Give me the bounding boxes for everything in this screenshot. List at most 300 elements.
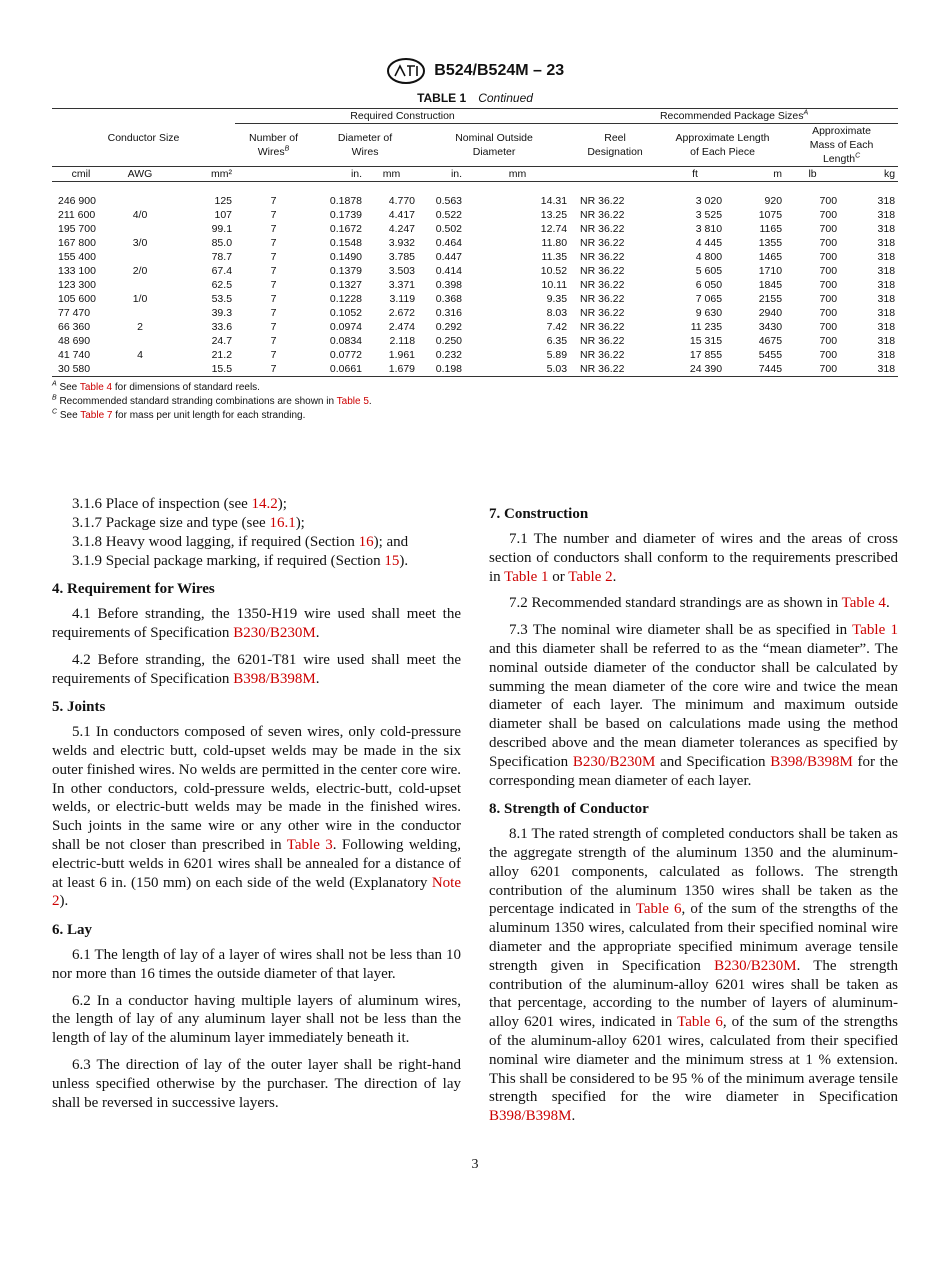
table-cell: 7445: [758, 363, 783, 376]
table-cell: 2.672: [388, 307, 416, 320]
footnote-marker: C: [855, 152, 861, 160]
paragraph: [52, 946, 461, 984]
table-cell: 7: [270, 279, 277, 292]
footnote-marker: C: [52, 408, 58, 416]
astm-logo-icon: [386, 58, 426, 84]
table-row: [52, 264, 898, 278]
table-cell: 5.03: [546, 363, 568, 376]
table-cell: 2.474: [388, 321, 416, 334]
table-cell: 5.89: [546, 349, 568, 362]
table-cell: 66 360: [58, 321, 91, 334]
table-cell: 700: [819, 321, 838, 334]
table-cell: 123 300: [58, 279, 96, 292]
text-run: See: [56, 382, 80, 394]
table-cell: 318: [877, 293, 896, 306]
table-cell: 15 315: [689, 335, 723, 348]
table-cell: 77 470: [58, 307, 91, 320]
list-item: [52, 533, 461, 552]
table-cell: 3/0: [132, 237, 148, 250]
table-cell: [110, 334, 170, 348]
table-cell: 1075: [758, 209, 783, 222]
table-cell: 14.31: [540, 195, 568, 208]
text-run: , of the sum of the strengths of the aluminum-alloy 6201 wires, calculated from their specified nominal wire diameter and the minimum stress at 1 % extension. This shall be considered to be 95 % of the minimum average tensile strength specified for the wire diameter in Specification: [489, 1014, 898, 1106]
cross-reference-link[interactable]: Table 1: [504, 568, 549, 585]
table-cell: 3.932: [388, 237, 416, 250]
table-cell: NR 36.22: [580, 293, 625, 306]
table-cell: 700: [819, 279, 838, 292]
table-cell: 4.417: [388, 209, 416, 222]
text-run: . The strength contribution of the aluminum-alloy 6201 wires shall be taken as that percentage, according to the number of layers of aluminum-alloy 6201 wires, indicated in: [489, 957, 898, 1031]
table-cell: 700: [819, 363, 838, 376]
table-cell: NR 36.22: [580, 209, 625, 222]
unit-12: kg: [883, 168, 896, 181]
table-cell: 4: [137, 349, 143, 362]
cross-reference-link[interactable]: Table 1: [852, 622, 898, 639]
table-cell: 3.785: [388, 251, 416, 264]
table-cell: [110, 194, 170, 208]
text-run: 3.1.9 Special package marking, if required (Section: [72, 552, 385, 569]
table-cell: 5455: [758, 349, 783, 362]
table-cell: 11.80: [541, 237, 568, 250]
text-run: .: [315, 625, 320, 642]
paragraph: [52, 723, 461, 911]
footnote-marker: A: [803, 109, 809, 117]
table-cell: 2155: [758, 293, 783, 306]
table-continued: Continued: [478, 91, 533, 106]
table-cell: 9 630: [695, 307, 723, 320]
table-cell: 7: [270, 307, 277, 320]
text-run: );: [277, 496, 287, 513]
table-cell: [110, 362, 170, 377]
table-cell: 318: [877, 335, 896, 348]
paragraph: [52, 992, 461, 1048]
table-cell: 41 740: [58, 349, 91, 362]
table-cell: 13.25: [540, 209, 568, 222]
footnote-marker: B: [284, 145, 290, 153]
list-item: [52, 514, 461, 533]
table-row: [52, 250, 898, 264]
paragraph: [52, 651, 461, 689]
table-cell: NR 36.22: [580, 307, 625, 320]
table-cell: 195 700: [58, 223, 96, 236]
unit-1: AWG: [127, 168, 153, 181]
table-cell: 107: [214, 209, 233, 222]
unit-8: [570, 167, 660, 182]
text-run: 3.1.6 Place of inspection (see: [72, 496, 252, 513]
table-cell: 0.0974: [329, 321, 363, 334]
cross-reference-link[interactable]: B398/B398M: [770, 753, 853, 770]
table-cell: [110, 250, 170, 264]
table-cell: 33.6: [211, 321, 233, 334]
table-row: [52, 320, 898, 334]
table-cell: 10.11: [541, 279, 568, 292]
paragraph: [52, 1056, 461, 1112]
table-cell: 0.250: [435, 335, 463, 348]
table-cell: 7: [270, 237, 277, 250]
header-mass: [785, 124, 898, 167]
table-cell: 3 525: [695, 209, 723, 222]
text-run: .: [368, 396, 372, 408]
table-cell: 7: [270, 195, 277, 208]
text-run: for the corresponding mean diameter of each layer.: [489, 753, 898, 789]
paragraph: [489, 594, 898, 613]
text-run: 5.1 In conductors composed of seven wires, only cold-pressure welds and electric butt, cold-upset welds may be made in the six outer finished wires. No welds are permitted in the center core wire. In other conductors, cold-pressure welds, electric-butt, cold-upset welds, or electric-butt welds may be made in the finished wires. Such joints in the same wire or any other wire in the conductor shall be not closer than prescribed in: [52, 724, 461, 853]
table-cell: 1/0: [132, 293, 148, 306]
table-cell: 6 050: [695, 279, 723, 292]
footnote: [52, 381, 898, 395]
text-run: 8.1 The rated strength of completed conductors shall be taken as the aggregate strength of the aluminum 1350 and the aluminum-alloy 6201 components, calculated as follows. The strength contribution of the aluminum 1350 wires shall be taken as the percentage indicated in: [489, 826, 898, 918]
section-heading: [489, 800, 898, 819]
text-run: 6.1 The length of lay of a layer of wires shall not be less than 10 nor more than 16 times the outside diameter of that layer.: [52, 946, 461, 982]
table-cell: 39.3: [211, 307, 233, 320]
section-heading: [52, 580, 461, 599]
table-cell: 0.232: [435, 349, 463, 362]
paragraph: [489, 621, 898, 790]
document-id: B524/B524M – 23: [434, 62, 565, 80]
table-cell: 155 400: [58, 251, 96, 264]
table-cell: 920: [764, 195, 783, 208]
table-cell: 67.4: [211, 265, 233, 278]
footnote-marker: B: [52, 394, 57, 402]
header-mass-text: Approximate Mass of Each Length: [809, 125, 874, 166]
table-cell: 318: [877, 265, 896, 278]
table-cell: 0.0834: [329, 335, 363, 348]
section-heading: [52, 698, 461, 717]
cross-reference-link[interactable]: B230/B230M: [572, 753, 656, 770]
footnote: [52, 409, 898, 423]
cross-reference-link[interactable]: B230/B230M: [714, 957, 797, 974]
table-cell: NR 36.22: [580, 335, 625, 348]
table-cell: 318: [877, 223, 896, 236]
table-cell: 62.5: [211, 279, 233, 292]
table-row: [52, 306, 898, 320]
text-run: 3.1.8 Heavy wood lagging, if required (Section: [72, 533, 359, 550]
conductor-table: [52, 108, 898, 377]
table-cell: 1355: [758, 237, 783, 250]
header-nominal-od: Nominal Outside Diameter: [418, 124, 570, 167]
table-cell: 15.5: [211, 363, 233, 376]
text-run: 4.1 Before stranding, the 1350-H19 wire used shall meet the requirements of Specification: [52, 606, 461, 642]
text-run: ).: [59, 893, 69, 910]
table-cell: 318: [877, 209, 896, 222]
cross-reference-link[interactable]: Table 6: [635, 901, 682, 918]
list-item: [52, 552, 461, 571]
table-cell: 2.118: [389, 335, 416, 348]
table-cell: 85.0: [211, 237, 233, 250]
table-cell: NR 36.22: [580, 237, 625, 250]
document-header: [0, 58, 950, 84]
table-cell: 21.2: [211, 349, 233, 362]
text-run: , of the sum of the strengths of the aluminum 1350 wires, calculated from their specified nominal wire diameter and the appropriate specified minimum average tensile strength given in Specification: [489, 901, 898, 974]
text-run: );: [295, 515, 305, 532]
table-cell: 4675: [758, 335, 783, 348]
body-columns: [52, 495, 898, 1134]
unit-11: lb: [808, 168, 817, 181]
table-cell: 0.1672: [329, 223, 363, 236]
text-run: .: [315, 670, 320, 687]
table-cell: 318: [877, 363, 896, 376]
list-item: [52, 495, 461, 514]
table-cell: 0.1228: [329, 293, 363, 306]
table-cell: 700: [819, 293, 838, 306]
cross-reference-link[interactable]: Table 3: [286, 836, 333, 853]
table-cell: 3430: [758, 321, 783, 334]
text-run: 3.1.7 Package size and type (see: [72, 515, 270, 532]
table-cell: 700: [819, 251, 838, 264]
right-column: [489, 495, 898, 1134]
table-cell: 24.7: [211, 335, 233, 348]
cross-reference-link[interactable]: Table 7: [80, 410, 113, 422]
table-cell: 1465: [758, 251, 783, 264]
table-cell: 12.74: [540, 223, 568, 236]
table-cell: 0.1878: [329, 195, 363, 208]
table-cell: NR 36.22: [580, 349, 625, 362]
table-cell: 0.1490: [329, 251, 363, 264]
table-cell: 125: [214, 195, 233, 208]
table-cell: 1.679: [388, 363, 416, 376]
table-cell: 0.1052: [329, 307, 363, 320]
table-cell: 133 100: [58, 265, 96, 278]
table-cell: 0.0661: [329, 363, 363, 376]
table-cell: 48 690: [58, 335, 91, 348]
table-cell: 17 855: [689, 349, 723, 362]
table-cell: 6.35: [546, 335, 568, 348]
cross-reference-link[interactable]: Table 2: [568, 568, 613, 585]
table-cell: 4.770: [388, 195, 416, 208]
table-cell: 246 900: [58, 195, 96, 208]
table-cell: 700: [819, 265, 838, 278]
table-cell: 2/0: [132, 265, 148, 278]
text-run: for mass per unit length for each stranding.: [112, 410, 306, 422]
table-row: [52, 194, 898, 208]
text-run: 6. Lay: [52, 922, 93, 939]
table-cell: 78.7: [211, 251, 233, 264]
unit-0: cmil: [71, 168, 91, 181]
table-cell: [110, 278, 170, 292]
table-cell: 0.1327: [329, 279, 363, 292]
text-run: . Following welding, electric-butt welds in 6201 wires shall be annealed for a distance of at least 6 in. (150 mm) on each side of the weld (Explanatory: [52, 836, 461, 891]
table-cell: 700: [819, 349, 838, 362]
text-run: See: [57, 410, 81, 422]
cross-reference-link[interactable]: Table 4: [841, 595, 886, 612]
text-run: .: [885, 595, 890, 612]
text-run: 6.2 In a conductor having multiple layers of aluminum wires, the length of lay of any aluminum layer shall not be less than the length of lay of the aluminum layer immediately beneath it.: [52, 992, 461, 1047]
table-cell: 318: [877, 251, 896, 264]
page-number: 3: [471, 1156, 479, 1172]
paragraph: [52, 605, 461, 643]
table-cell: 0.198: [435, 363, 463, 376]
table-cell: 0.1548: [329, 237, 363, 250]
table-cell: 0.1739: [329, 209, 363, 222]
header-number-wires-text: Number of Wires: [249, 132, 299, 159]
paragraph: [489, 825, 898, 1126]
header-required-construction: Required Construction: [235, 109, 570, 124]
table-cell: 99.1: [211, 223, 233, 236]
table-cell: 700: [819, 335, 838, 348]
table-row: [52, 334, 898, 348]
table-cell: 7.42: [546, 321, 568, 334]
text-run: ); and: [373, 533, 409, 550]
table-row: [52, 362, 898, 377]
header-reel: Reel Designation: [587, 132, 643, 159]
cross-reference-link[interactable]: Table 5: [336, 396, 369, 408]
footnote-marker: A: [52, 380, 57, 388]
text-run: .: [612, 568, 617, 585]
section-heading: [52, 921, 461, 940]
table-cell: 700: [819, 209, 838, 222]
table-cell: 3.119: [389, 293, 416, 306]
header-diameter-wires: Diameter of Wires: [312, 124, 418, 167]
text-run: .: [571, 1108, 576, 1125]
table-cell: NR 36.22: [580, 321, 625, 334]
table-cell: 700: [819, 223, 838, 236]
table-cell: 7 065: [695, 293, 723, 306]
table-cell: 7: [270, 265, 277, 278]
table-cell: 0.292: [435, 321, 463, 334]
unit-9: ft: [692, 168, 698, 181]
table-row: [52, 348, 898, 362]
table-cell: 318: [877, 307, 896, 320]
cross-reference-link[interactable]: B398/B398M: [489, 1108, 572, 1125]
table-footnotes: [52, 381, 898, 423]
cross-reference-link[interactable]: 16.1: [269, 515, 296, 532]
header-package-sizes: [570, 109, 898, 124]
cross-reference-link[interactable]: B398/B398M: [233, 670, 316, 687]
table-cell: 8.03: [546, 307, 568, 320]
table-cell: 3.503: [388, 265, 416, 278]
table-cell: 7: [270, 335, 277, 348]
table-cell: 4 800: [695, 251, 723, 264]
table-cell: 0.398: [435, 279, 463, 292]
table-cell: 0.447: [435, 251, 463, 264]
cross-reference-link[interactable]: Note 2: [52, 874, 461, 910]
unit-3: [235, 167, 312, 182]
table-cell: 211 600: [58, 209, 96, 222]
table-cell: 3.371: [388, 279, 416, 292]
table-cell: 24 390: [689, 363, 723, 376]
text-run: for dimensions of standard reels.: [112, 382, 260, 394]
table-cell: 3 020: [695, 195, 723, 208]
text-run: 6.3 The direction of lay of the outer layer shall be right-hand unless specified otherwise by the purchaser. The direction of lay shall be reversed in successive layers.: [52, 1056, 461, 1111]
table-cell: [110, 306, 170, 320]
table-cell: 7: [270, 223, 277, 236]
cross-reference-link[interactable]: Table 6: [677, 1014, 723, 1031]
text-run: 7.2 Recommended standard strandings are as shown in: [509, 595, 842, 612]
unit-6: in.: [450, 168, 463, 181]
table-cell: 7: [270, 293, 277, 306]
table-cell: 4.247: [388, 223, 416, 236]
text-run: Recommended standard stranding combinations are shown in: [56, 396, 337, 408]
table-cell: 2940: [758, 307, 783, 320]
table-cell: NR 36.22: [580, 223, 625, 236]
table-cell: 1710: [758, 265, 783, 278]
table-cell: 318: [877, 321, 896, 334]
table-cell: NR 36.22: [580, 251, 625, 264]
table-cell: 318: [877, 195, 896, 208]
table-cell: 2: [137, 321, 143, 334]
header-number-wires: [235, 124, 312, 167]
text-run: 7. Construction: [489, 506, 589, 523]
table-cell: 0.1379: [329, 265, 363, 278]
text-run: 7.3 The nominal wire diameter shall be as specified in: [509, 622, 853, 639]
table-cell: 1165: [759, 223, 783, 236]
table-caption: [0, 90, 950, 106]
header-package-sizes-text: Recommended Package Sizes: [659, 110, 804, 123]
unit-5: mm: [382, 168, 401, 181]
unit-10: m: [773, 168, 783, 181]
header-conductor-size: Conductor Size: [107, 131, 180, 144]
table-row: [52, 222, 898, 236]
table-cell: 10.52: [540, 265, 568, 278]
table-cell: 1.961: [388, 349, 416, 362]
table-cell: 1845: [758, 279, 783, 292]
table-cell: NR 36.22: [580, 363, 625, 376]
text-run: 4. Requirement for Wires: [52, 581, 215, 598]
left-column: [52, 495, 461, 1134]
text-run: 8. Strength of Conductor: [489, 801, 649, 818]
table-cell: NR 36.22: [580, 265, 625, 278]
table-cell: 0.522: [435, 209, 463, 222]
header-length: Approximate Length of Each Piece: [660, 124, 785, 167]
footnote: [52, 395, 898, 409]
table-cell: 0.464: [435, 237, 463, 250]
cross-reference-link[interactable]: 15: [384, 552, 400, 569]
text-run: and this diameter shall be referred to as the “mean diameter”. The nominal outside diameter of the conductor shall be calculated by summing the mean diameter of the core wire and twice the mean diameter of each layer. The minimum and maximum outside diameter shall be based on calculations made using the method described above and the mean diameter tolerances as specified by Specification: [489, 641, 898, 770]
table-cell: NR 36.22: [580, 279, 625, 292]
table-cell: 0.563: [435, 195, 463, 208]
text-run: 5. Joints: [52, 699, 106, 716]
table-cell: 0.414: [435, 265, 463, 278]
table-cell: NR 36.22: [580, 195, 625, 208]
table-label: TABLE 1: [417, 91, 467, 106]
cross-reference-link[interactable]: 14.2: [251, 496, 278, 513]
table-cell: 0.316: [435, 307, 463, 320]
table-cell: 5 605: [695, 265, 723, 278]
table-cell: 11 235: [690, 321, 723, 334]
cross-reference-link[interactable]: 16: [358, 533, 374, 550]
paragraph: [489, 530, 898, 586]
table-row: [52, 292, 898, 306]
table-cell: [110, 222, 170, 236]
table-cell: 4 445: [695, 237, 723, 250]
cross-reference-link[interactable]: Table 4: [79, 382, 113, 394]
table-cell: 7: [270, 349, 277, 362]
unit-4: in.: [350, 168, 363, 181]
table-cell: 9.35: [546, 293, 568, 306]
text-run: or: [548, 568, 569, 585]
cross-reference-link[interactable]: B230/B230M: [233, 625, 316, 642]
table-cell: 318: [877, 237, 896, 250]
units-row: [52, 167, 898, 182]
table-cell: 4/0: [132, 209, 148, 222]
table-row: [52, 236, 898, 250]
table-cell: 167 800: [58, 237, 96, 250]
table-cell: 7: [270, 251, 277, 264]
text-run: 7.1 The number and diameter of wires and the areas of cross section of conductors shall conform to the requirements prescribed in: [489, 531, 898, 585]
text-run: and Specification: [655, 753, 771, 770]
section-heading: [489, 505, 898, 524]
table-cell: 0.502: [435, 223, 463, 236]
table-cell: 7: [270, 363, 277, 376]
table-cell: 700: [819, 237, 838, 250]
table-cell: 11.35: [541, 251, 568, 264]
table-cell: 7: [270, 209, 277, 222]
table-row: [52, 278, 898, 292]
table-cell: 0.0772: [329, 349, 363, 362]
unit-7: mm: [508, 168, 527, 181]
table-cell: 7: [270, 321, 277, 334]
table-row: [52, 208, 898, 222]
